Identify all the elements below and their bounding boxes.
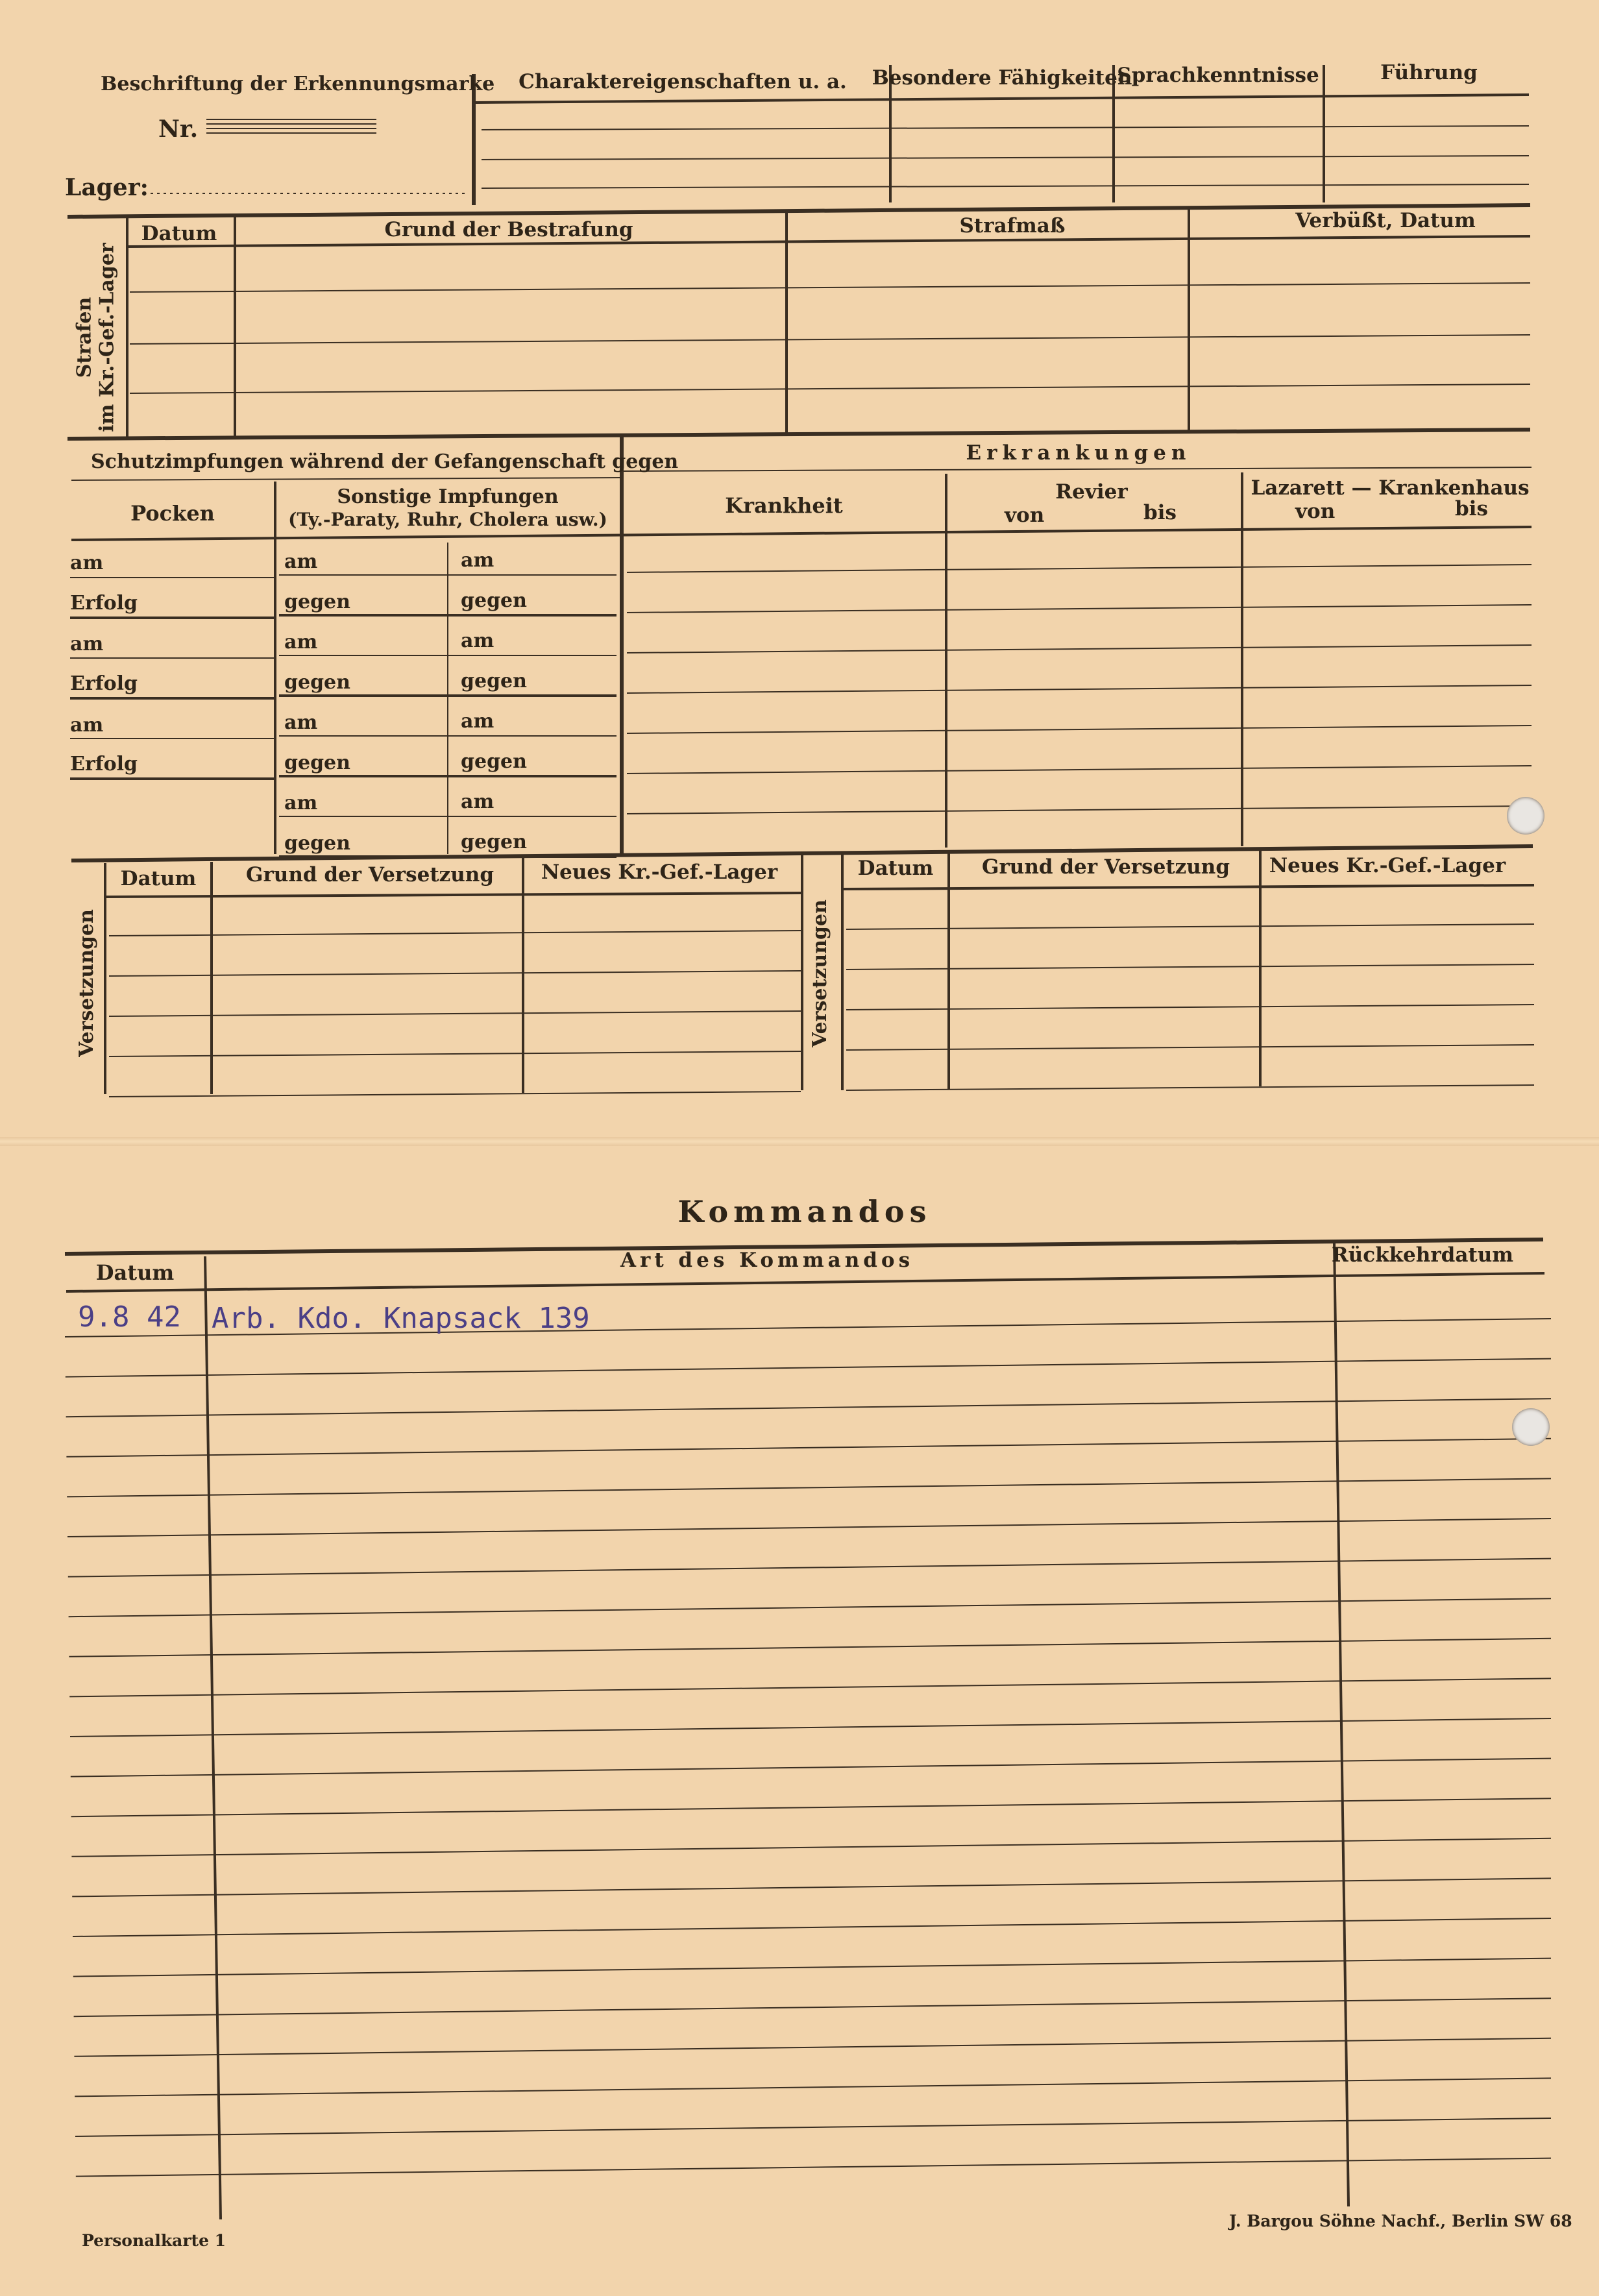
sonstige-row-left: am xyxy=(284,792,318,814)
lazarett-bis-label: bis xyxy=(1455,497,1488,520)
revier-von-label: von xyxy=(1005,504,1045,527)
punch-hole-bottom xyxy=(1512,1408,1550,1446)
kommandos-row-rule xyxy=(71,1838,1551,1857)
pocken-label: Pocken xyxy=(130,501,215,526)
sonstige-row-right: am xyxy=(461,710,494,733)
sonstige-row-right: gegen xyxy=(461,831,527,853)
pocken-row: am xyxy=(70,714,104,737)
kommandos-row-rule xyxy=(69,1678,1551,1696)
sonstige-row-left: am xyxy=(284,711,318,734)
strafen-row-rule xyxy=(130,283,1530,292)
impfungen-title: Schutzimpfungen während der Gefangenschaft gegen xyxy=(91,450,679,473)
sonstige-row-left: am xyxy=(284,550,318,573)
sonstige-row-right: am xyxy=(461,790,494,813)
top-header-rule xyxy=(475,95,1529,103)
kommando-entry-datum: 9.8 42 xyxy=(78,1301,181,1334)
erkrankungen-row-rule xyxy=(627,605,1532,613)
strafen-header-verbuesst: Verbüßt, Datum xyxy=(1295,209,1476,232)
strafen-side-label-line2: im Kr.-Gef.-Lager xyxy=(95,243,118,432)
kommandos-row-rule xyxy=(66,1359,1551,1377)
lazarett-von-label: von xyxy=(1295,500,1336,523)
pocken-row: am xyxy=(70,552,104,574)
kommandos-row-rule xyxy=(67,1519,1551,1537)
header-faehigkeiten: Besondere Fähigkeiten xyxy=(872,66,1132,90)
kommandos-row-rule xyxy=(75,2078,1551,2096)
strafen-header-strafmass: Strafmaß xyxy=(959,214,1066,238)
erkrankungen-row-rule xyxy=(627,645,1532,653)
paper-fold xyxy=(0,1137,1599,1146)
top-row-rule xyxy=(482,126,1529,130)
versetzung-right-header-rule xyxy=(844,885,1534,889)
kommandos-row-rule xyxy=(69,1598,1551,1617)
erkrankungen-row-rule xyxy=(627,685,1532,693)
kommandos-row-rule xyxy=(70,1718,1551,1737)
strafen-header-grund: Grund der Bestrafung xyxy=(384,218,633,241)
krankheit-label: Krankheit xyxy=(725,493,843,518)
kommandos-row-rule xyxy=(68,1559,1551,1577)
kommandos-header-art: Art des Kommandos xyxy=(620,1249,914,1272)
strafen-side-label xyxy=(74,243,119,432)
erkrankungen-row-rule xyxy=(627,726,1532,733)
kommandos-row-rule xyxy=(66,1398,1551,1417)
erkennungsmarke-label: Beschriftung der Erkennungsmarke xyxy=(101,73,495,95)
kommandos-col-rule xyxy=(1334,1243,1349,2206)
kommandos-row-rule xyxy=(71,1759,1551,1777)
kommandos-title: Kommandos xyxy=(677,1194,932,1229)
punch-hole-top xyxy=(1507,797,1544,835)
footer-personalkarte: Personalkarte 1 xyxy=(82,2231,226,2250)
strafen-header-datum: Datum xyxy=(141,222,217,245)
versetzung-right-header-grund: Grund der Versetzung xyxy=(982,855,1230,879)
sonstige-row-right: gegen xyxy=(461,589,527,612)
erkrankungen-row-rule xyxy=(627,766,1532,774)
header-sprachkenntnisse: Sprachkenntnisse xyxy=(1117,64,1319,87)
header-charaktereigenschaften: Charaktereigenschaften u. a. xyxy=(519,70,847,93)
strafen-side-label-line1: Strafen xyxy=(73,297,96,378)
kommandos-header-datum: Datum xyxy=(95,1260,175,1285)
versetzungen-side-label-left: Versetzungen xyxy=(75,909,98,1057)
kommandos-row-rule xyxy=(73,1959,1551,1977)
kommandos-row-rule xyxy=(66,1439,1551,1457)
erkrankungen-title-rule xyxy=(623,467,1532,471)
sonstige-row-right: am xyxy=(461,549,494,572)
impfungen-title-rule xyxy=(71,478,622,480)
strafen-bottom-rule xyxy=(67,430,1530,439)
pocken-row: Erfolg xyxy=(70,672,138,695)
sonstige-impfungen-label: Sonstige Impfungen xyxy=(337,485,559,508)
sonstige-row-left: gegen xyxy=(284,591,350,613)
strafen-header-rule xyxy=(128,236,1530,247)
header-fuehrung: Führung xyxy=(1380,61,1478,84)
kommandos-row-rule xyxy=(75,2118,1551,2136)
sonstige-impfungen-sublabel: (Ty.-Paraty, Ruhr, Cholera usw.) xyxy=(288,509,607,530)
versetzung-left-header-datum: Datum xyxy=(120,867,197,890)
kommandos-row-rule xyxy=(74,1998,1551,2016)
versetzungen-side-label-right: Versetzungen xyxy=(808,899,831,1047)
pocken-row: am xyxy=(70,633,104,655)
revier-label: Revier xyxy=(1055,480,1128,504)
kommandos-row-rule xyxy=(67,1478,1551,1496)
kommandos-row-rule xyxy=(74,2038,1551,2057)
strafen-row-rule xyxy=(130,384,1530,393)
kommandos-header-rueckkehr: Rückkehrdatum xyxy=(1331,1243,1514,1267)
kommandos-row-rule xyxy=(69,1639,1551,1657)
sonstige-row-left: gegen xyxy=(284,751,350,774)
kommandos-row-rule xyxy=(71,1798,1551,1816)
nr-label: Nr. xyxy=(158,116,199,143)
kommandos-row-rule xyxy=(72,1878,1551,1896)
versetzung-left-header-lager: Neues Kr.-Gef.-Lager xyxy=(541,861,778,884)
pocken-row: Erfolg xyxy=(70,753,138,776)
top-row-rule xyxy=(482,156,1529,160)
lazarett-label: Lazarett — Krankenhaus xyxy=(1251,476,1530,500)
erkrankungen-row-rule xyxy=(627,806,1532,814)
versetzung-left-header-grund: Grund der Versetzung xyxy=(246,863,494,886)
footer-printer: J. Bargou Söhne Nachf., Berlin SW 68 xyxy=(1229,2212,1572,2230)
versetzung-right-header-lager: Neues Kr.-Gef.-Lager xyxy=(1269,854,1506,877)
sonstige-row-left: gegen xyxy=(284,671,350,694)
kommando-entry-art: Arb. Kdo. Knapsack 139 xyxy=(212,1302,590,1335)
sonstige-row-left: gegen xyxy=(284,832,350,855)
erkrankungen-title: Erkrankungen xyxy=(966,441,1191,465)
versetzung-right-header-datum: Datum xyxy=(857,857,934,880)
sonstige-row-right: gegen xyxy=(461,750,527,773)
sonstige-row-left: am xyxy=(284,631,318,653)
sonstige-row-right: gegen xyxy=(461,670,527,692)
lager-label: Lager: xyxy=(65,174,149,201)
kommandos-col-rule xyxy=(205,1256,221,2219)
pocken-row: Erfolg xyxy=(70,592,138,615)
revier-bis-label: bis xyxy=(1143,501,1177,524)
sonstige-row-right: am xyxy=(461,629,494,652)
kommandos-header-rule xyxy=(66,1273,1544,1291)
kommandos-row-rule xyxy=(76,2158,1551,2177)
erkrankungen-row-rule xyxy=(627,565,1532,572)
strafen-row-rule xyxy=(130,335,1530,344)
top-row-rule xyxy=(482,184,1529,188)
kommandos-row-rule xyxy=(73,1918,1551,1936)
